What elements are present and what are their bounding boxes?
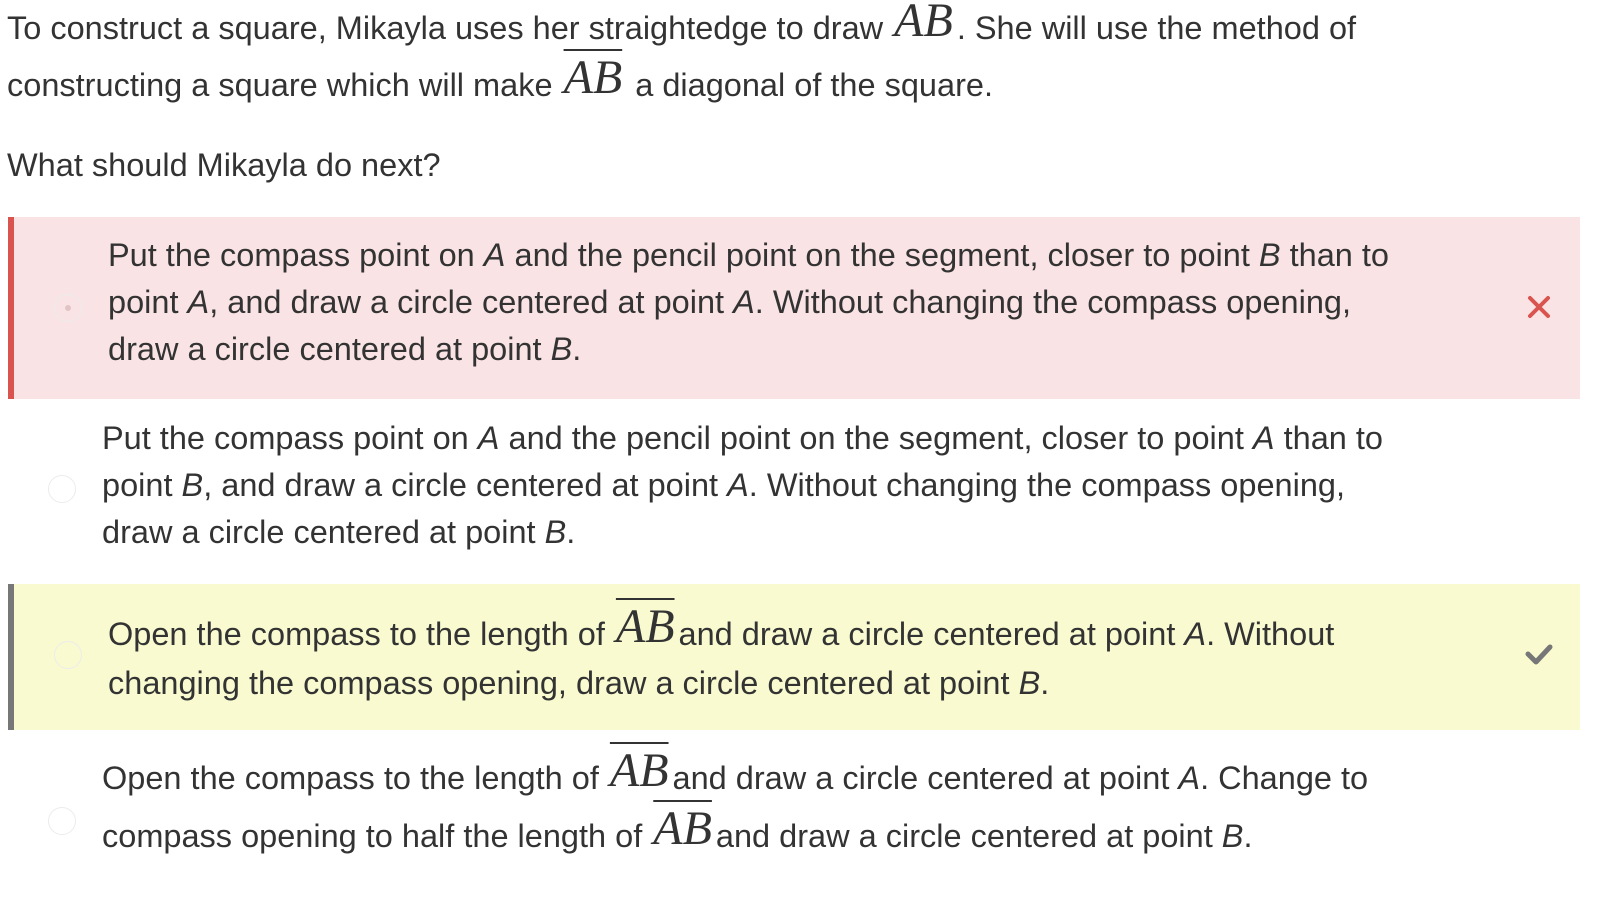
segment-ab-label: $\overline{AB}$ bbox=[894, 0, 953, 47]
choice-text bbox=[108, 232, 1508, 373]
point-label: A bbox=[483, 237, 506, 273]
choice-text-run: draw a circle centered at point bbox=[108, 331, 551, 367]
point-label: A bbox=[1178, 760, 1201, 796]
segment-ab-label: $\overline{AB}$ bbox=[615, 600, 675, 653]
choice-text bbox=[108, 600, 1508, 707]
radio-button[interactable] bbox=[48, 807, 76, 835]
point-label: A bbox=[1252, 420, 1275, 456]
point-label: A bbox=[733, 284, 755, 320]
choice-line bbox=[108, 600, 1508, 660]
choice-line bbox=[108, 660, 1508, 707]
answer-choice-1[interactable] bbox=[8, 217, 1580, 399]
choice-text bbox=[102, 744, 1502, 866]
choice-text-run: . bbox=[572, 331, 582, 367]
prompt-line-2 bbox=[7, 51, 1567, 114]
choice-line bbox=[102, 462, 1502, 509]
prompt-text: constructing a square which will make bbox=[7, 67, 553, 103]
choice-text-run: . bbox=[1040, 665, 1050, 701]
prompt-line-1 bbox=[7, 0, 1567, 57]
choice-text-run: . bbox=[566, 514, 576, 550]
choice-text-run: than to bbox=[1280, 237, 1389, 273]
point-label: A bbox=[727, 467, 749, 503]
choice-text-run: draw a circle centered at point bbox=[102, 514, 545, 550]
choice-text-run: , and draw a circle centered at point bbox=[203, 467, 728, 503]
answer-choice-3[interactable] bbox=[8, 584, 1580, 730]
choice-line bbox=[102, 415, 1502, 462]
segment-ab-label: $\overline{AB}$ bbox=[609, 744, 669, 797]
choice-text-run: than to bbox=[1274, 420, 1383, 456]
choice-text-run: . Without changing the compass opening, bbox=[754, 284, 1352, 320]
choice-line bbox=[102, 509, 1502, 556]
prompt-text: a diagonal of the square. bbox=[635, 67, 994, 103]
choice-text-run: and the pencil point on the segment, closer to point bbox=[505, 237, 1259, 273]
point-label: B bbox=[1258, 237, 1281, 273]
point-label: A bbox=[477, 420, 500, 456]
point-label: B bbox=[181, 467, 204, 503]
question-prompt bbox=[7, 0, 1567, 114]
choice-text-run: , and draw a circle centered at point bbox=[209, 284, 734, 320]
choice-text-run: and the pencil point on the segment, closer to point bbox=[499, 420, 1253, 456]
point-label: B bbox=[544, 514, 567, 550]
point-label: B bbox=[550, 331, 573, 367]
choice-text-run: compass opening to half the length of bbox=[102, 818, 652, 854]
prompt-text: To construct a square, Mikayla uses her straightedge to draw bbox=[7, 10, 884, 46]
choice-line bbox=[102, 744, 1502, 806]
question-text: What should Mikayla do next? bbox=[7, 147, 441, 183]
choice-text-run: Put the compass point on bbox=[102, 420, 478, 456]
segment-ab-label: $\overline{AB}$ bbox=[653, 802, 712, 855]
answer-choice-2[interactable] bbox=[8, 399, 1580, 577]
choice-text-run: and draw a circle centered at point bbox=[672, 760, 1179, 796]
answer-choice-4[interactable] bbox=[8, 730, 1580, 890]
point-label: B bbox=[1221, 818, 1244, 854]
radio-button[interactable] bbox=[48, 475, 76, 503]
choice-text-run: and draw a circle centered at point bbox=[715, 818, 1222, 854]
choice-text-run: Open the compass to the length of bbox=[108, 616, 605, 652]
point-label: A bbox=[1184, 616, 1207, 652]
choice-line bbox=[108, 326, 1508, 373]
choice-line bbox=[102, 802, 1502, 866]
prompt-text: . She will use the method of bbox=[956, 10, 1357, 46]
choice-line bbox=[108, 232, 1508, 279]
x-icon bbox=[1524, 292, 1554, 322]
choice-text-run: . Without bbox=[1206, 616, 1335, 652]
choice-text-run: point bbox=[102, 467, 182, 503]
choice-text-run: Open the compass to the length of bbox=[102, 760, 599, 796]
choice-text-run: . bbox=[1243, 818, 1253, 854]
choice-text-run: and draw a circle centered at point bbox=[678, 616, 1185, 652]
radio-button[interactable] bbox=[54, 641, 82, 669]
choice-text-run: . Without changing the compass opening, bbox=[748, 467, 1346, 503]
choice-text-run: point bbox=[108, 284, 188, 320]
choice-text-run: Put the compass point on bbox=[108, 237, 484, 273]
check-icon bbox=[1524, 639, 1554, 669]
choice-line bbox=[108, 279, 1508, 326]
choice-text-run: changing the compass opening, draw a circle centered at point bbox=[108, 665, 1019, 701]
point-label: A bbox=[187, 284, 210, 320]
radio-button-selected[interactable] bbox=[54, 294, 82, 322]
choice-text bbox=[102, 415, 1502, 556]
choice-text-run: . Change to bbox=[1200, 760, 1369, 796]
segment-ab-label: $\overline{AB}$ bbox=[563, 51, 623, 104]
point-label: B bbox=[1018, 665, 1041, 701]
